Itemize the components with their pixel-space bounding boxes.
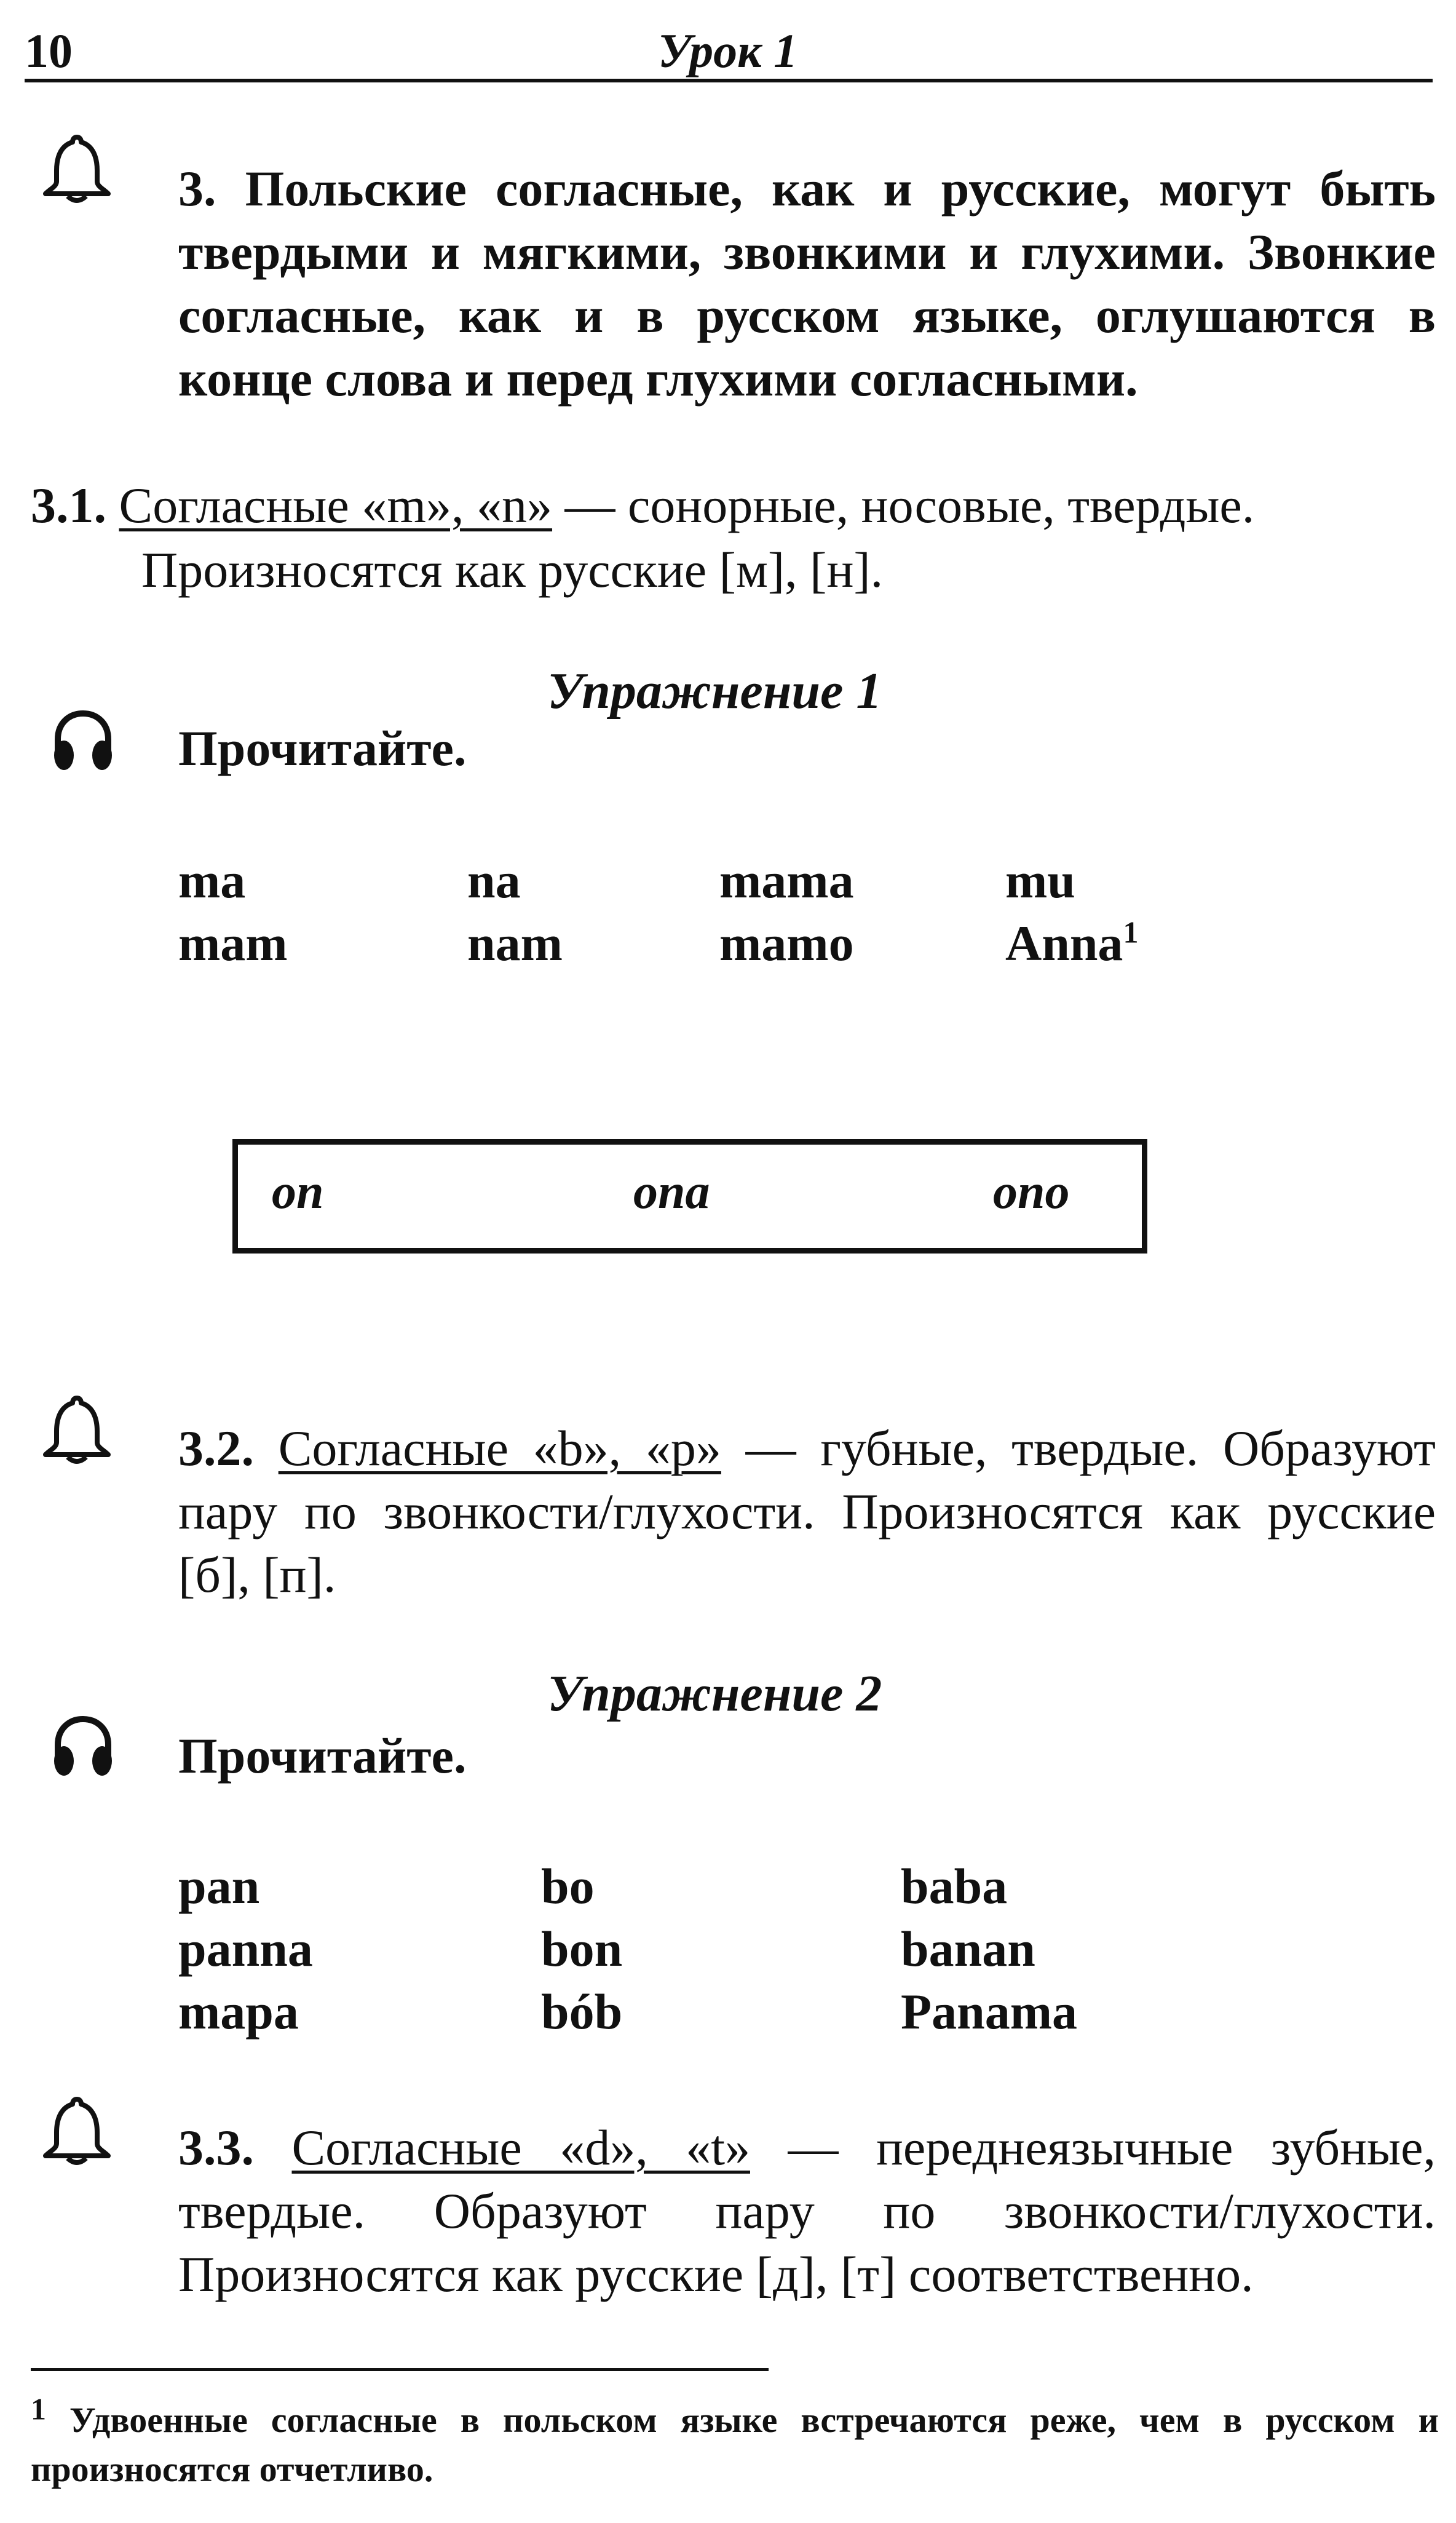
pronoun-ono: ono: [993, 1165, 1070, 1219]
ex1-word: na: [467, 852, 521, 908]
header-rule: [25, 79, 1433, 82]
headphones-icon[interactable]: [49, 1713, 117, 1781]
section-3-3-rest: — переднеязычные зубные, твердые. Образуют пару по звонкости/глухости. Произносятся как русские [д], [т] соответственно.: [178, 2120, 1436, 2302]
ex2-word: mapa: [178, 1984, 299, 2040]
section-3-1-paragraph: [31, 474, 1439, 537]
section-3-3-paragraph: [178, 2116, 1436, 2306]
ex1-word: ma: [178, 852, 246, 908]
section-3-2-paragraph: [178, 1416, 1436, 1607]
ex2-word: bób: [541, 1984, 623, 2040]
ex2-word: baba: [901, 1858, 1008, 1914]
exercise-1-instruction: Прочитайте.: [178, 720, 467, 776]
ex1-word-anna: [1005, 915, 1138, 972]
bell-icon: [37, 132, 117, 206]
footnote-number: 1: [31, 2391, 46, 2426]
ex1-word: mam: [178, 915, 288, 971]
ex1-word: mu: [1005, 852, 1075, 908]
bell-icon: [37, 2094, 117, 2168]
section-3-2-label: Согласные «b», «p»: [278, 1420, 721, 1476]
section-3-3-label: Согласные «d», «t»: [291, 2120, 750, 2175]
section-3-2-rest: — губные, твердые. Образуют пару по звонкости/глухости. Произносятся как русские [б], [п].: [178, 1420, 1436, 1603]
ex2-word: banan: [901, 1921, 1035, 1977]
pronoun-on: on: [272, 1165, 324, 1219]
section-3-text: Польские согласные, как и русские, могут быть твердыми и мягкими, звонкими и глухими. Звонкие согласные, как и в русском языке, оглушаются в конце слова и перед глухими согласными.: [178, 161, 1436, 407]
footnote: [31, 2391, 1439, 2494]
headphones-icon[interactable]: [49, 707, 117, 775]
section-3-1-line2: Произносятся как русские [м], [н].: [141, 542, 884, 598]
section-3-number: 3.: [178, 161, 216, 217]
bell-icon: [37, 1393, 117, 1467]
ex2-word: panna: [178, 1921, 313, 1977]
ex2-word: bo: [541, 1858, 595, 1914]
exercise-2-instruction: Прочитайте.: [178, 1728, 467, 1784]
section-3-1-number: 3.1.: [31, 477, 106, 533]
footnote-text: Удвоенные согласные в польском языке встречаются реже, чем в русском и произносятся отчетливо.: [31, 2400, 1439, 2489]
ex1-word: mama: [719, 852, 854, 908]
exercise-1-title: Упражнение 1: [547, 662, 882, 720]
ex2-word: Panama: [901, 1984, 1077, 2040]
running-title: Урок 1: [658, 24, 798, 77]
section-3-2-number: 3.2.: [178, 1420, 254, 1476]
ex1-word: nam: [467, 915, 563, 971]
ex1-word: Anna: [1005, 915, 1123, 971]
exercise-2-title: Упражнение 2: [547, 1665, 882, 1722]
ex1-word: mamo: [719, 915, 854, 971]
section-3-3-number: 3.3.: [178, 2120, 254, 2175]
footnote-mark: 1: [1123, 915, 1139, 950]
ex2-word: pan: [178, 1858, 260, 1914]
ex2-word: bon: [541, 1921, 623, 1977]
section-3-paragraph: [178, 157, 1436, 410]
footnote-rule: [31, 2368, 769, 2371]
section-3-1-label: Согласные «m», «n»: [119, 477, 553, 533]
pronoun-ona: ona: [633, 1165, 710, 1219]
page-number: 10: [25, 24, 73, 77]
section-3-1-rest: — сонорные, носовые, твердые.: [552, 477, 1255, 533]
